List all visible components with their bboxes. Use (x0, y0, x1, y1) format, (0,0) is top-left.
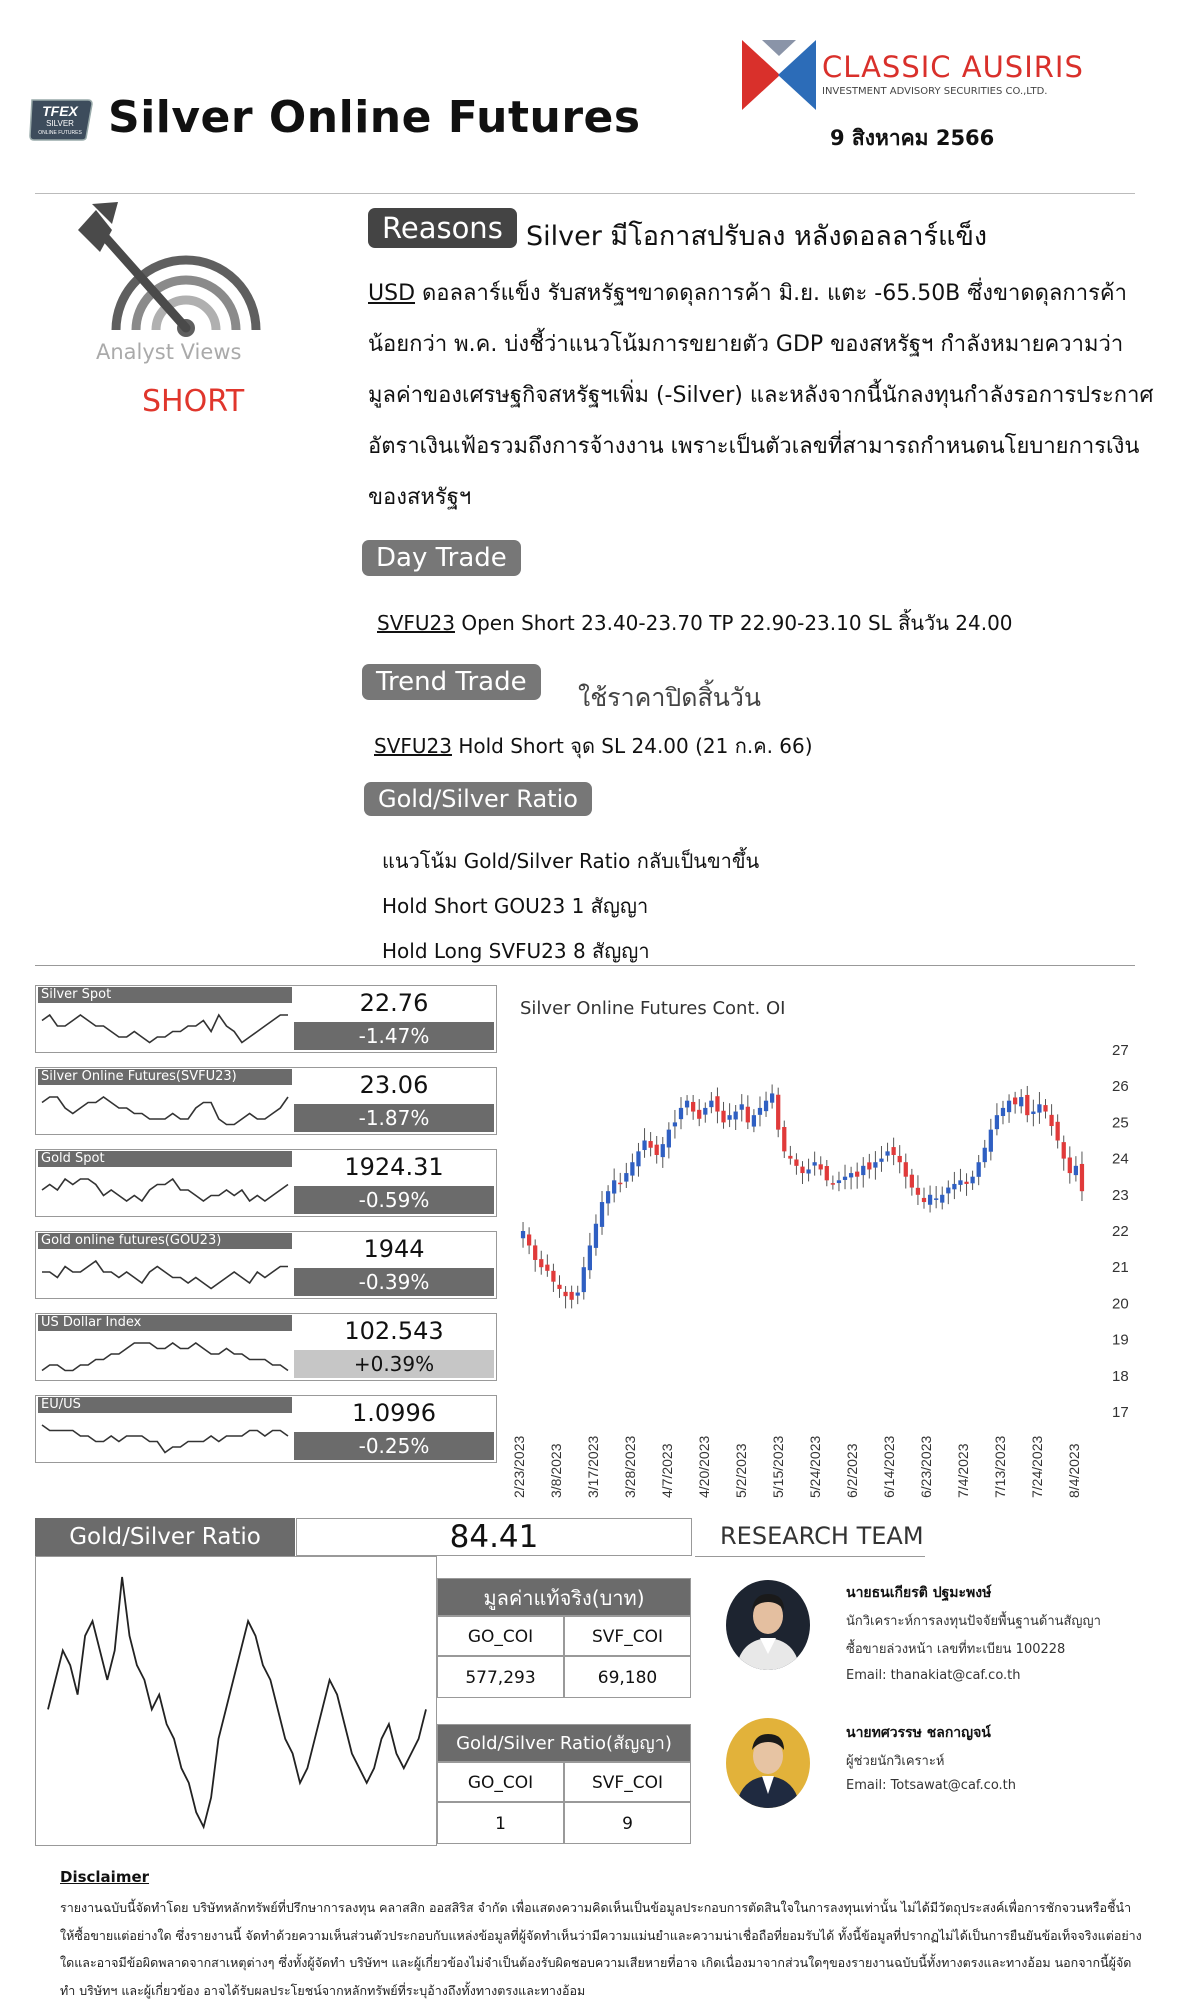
reasons-body (368, 268, 1168, 523)
tfex-logo (28, 98, 94, 142)
ticker-card (35, 985, 497, 1053)
ticker-change: -0.25% (294, 1432, 494, 1460)
brand-subtitle: INVESTMENT ADVISORY SECURITIES CO.,LTD. (822, 86, 1048, 97)
candle (1031, 1112, 1035, 1114)
table-cell: 1 (437, 1802, 564, 1844)
candle (1013, 1098, 1017, 1105)
chart-title: Silver Online Futures Cont. OI (520, 998, 786, 1019)
y-tick-label: 23 (1112, 1186, 1129, 1204)
page-title: Silver Online Futures (108, 92, 641, 143)
candle (655, 1145, 659, 1155)
candle (1043, 1105, 1047, 1111)
report-date: 9 สิงหาคม 2566 (830, 126, 995, 150)
candle (806, 1169, 810, 1173)
candle (989, 1130, 993, 1152)
candle (746, 1107, 750, 1123)
x-tick-label: 2/23/2023 (511, 1435, 527, 1498)
candle (588, 1245, 592, 1270)
candle (727, 1115, 731, 1120)
candle (703, 1108, 707, 1115)
candle (879, 1159, 883, 1162)
x-tick-label: 4/20/2023 (696, 1435, 712, 1498)
svg-text:SILVER: SILVER (46, 119, 74, 128)
candle (734, 1112, 738, 1120)
x-tick-label: 3/8/2023 (548, 1443, 564, 1498)
candle (624, 1173, 628, 1182)
candle (885, 1151, 889, 1155)
trend-trade-text (374, 730, 813, 762)
x-tick-label: 6/2/2023 (844, 1443, 860, 1498)
candle (557, 1285, 561, 1289)
table-cell: 69,180 (564, 1656, 691, 1698)
ticker-price: 22.76 (359, 989, 429, 1017)
y-tick-label: 20 (1112, 1295, 1129, 1313)
candle (697, 1110, 701, 1119)
ticker-card (35, 1313, 497, 1381)
reasons-text: ดอลลาร์แข็ง รับสหรัฐฯขาดดุลการค้า มิ.ย. แตะ -65.50B ซึ่งขาดดุลการค้าน้อยกว่า พ.ค. บ่งชี้ว่าแนวโน้มการขยายตัว GDP ของสหรัฐฯ กำลังหมายความว่ามูลค่าของเศรษฐกิจสหรัฐฯเพิ่ม (-Silver) และหลังจากนี้นักลงทุนกำลังรอการประกาศอัตราเงินเฟ้อรวมถึงการจ้างงาน เพราะเป็นตัวเลขที่สามารถกำหนดนโยบายการเงินของสหรัฐฯ (368, 281, 1154, 510)
gsr-label: Gold/Silver Ratio (35, 1518, 295, 1556)
candle (648, 1141, 652, 1148)
usd-label: USD (368, 281, 416, 306)
candle (539, 1259, 543, 1267)
table-header: GO_COI (437, 1616, 564, 1656)
ratio-line: แนวโน้ม Gold/Silver Ratio กลับเป็นขาขึ้น (382, 849, 760, 873)
candle (563, 1292, 567, 1296)
member-name: นายธนเกียรติ ปฐมะพงษ์ (846, 1585, 992, 1601)
table-header: SVF_COI (564, 1762, 691, 1802)
x-tick-label: 7/24/2023 (1029, 1435, 1045, 1498)
candle (1049, 1115, 1053, 1126)
candle (642, 1141, 646, 1151)
reasons-pill: Reasons (368, 208, 517, 248)
candle (709, 1101, 713, 1107)
ticker-card (35, 1395, 497, 1463)
candle (527, 1234, 531, 1245)
ticker-price: 1924.31 (344, 1153, 444, 1181)
reasons-headline: Silver มีโอกาสปรับลง หลังดอลลาร์แข็ง (526, 221, 988, 252)
candle (1025, 1095, 1029, 1115)
ticker-sparkline (38, 1250, 292, 1298)
candle (1068, 1158, 1072, 1174)
ticker-card (35, 1067, 497, 1135)
candle (752, 1115, 756, 1126)
x-tick-label: 6/23/2023 (918, 1435, 934, 1498)
ticker-name: Silver Online Futures(SVFU23) (38, 1069, 292, 1085)
ticker-name: Gold online futures(GOU23) (38, 1233, 292, 1249)
candle (843, 1177, 847, 1180)
candle (788, 1156, 792, 1159)
candle (958, 1180, 962, 1185)
candle (600, 1202, 604, 1227)
x-tick-label: 8/4/2023 (1066, 1443, 1082, 1498)
candle (946, 1188, 950, 1194)
ticker-change: -0.59% (294, 1186, 494, 1214)
candle (630, 1162, 634, 1175)
trend-trade-symbol: SVFU23 (374, 734, 452, 758)
candle (892, 1147, 896, 1155)
ticker-change: -1.87% (294, 1104, 494, 1132)
candle (1001, 1108, 1005, 1116)
contract-table-title: Gold/Silver Ratio(สัญญา) (437, 1724, 691, 1762)
x-tick-label: 5/15/2023 (770, 1435, 786, 1498)
candle (776, 1095, 780, 1130)
table-cell: 577,293 (437, 1656, 564, 1698)
member-role: ผู้ช่วยนักวิเคราะห์ (846, 1754, 945, 1769)
y-tick-label: 27 (1112, 1042, 1129, 1059)
candle (910, 1175, 914, 1188)
candle (1056, 1122, 1060, 1141)
candle (691, 1102, 695, 1112)
disclaimer-title: Disclaimer (60, 1868, 150, 1886)
target-arrow-icon (78, 200, 268, 340)
ticker-name: US Dollar Index (38, 1315, 292, 1331)
analyst-stance: SHORT (142, 384, 245, 419)
ratio-line: Hold Long SVFU23 8 สัญญา (382, 939, 650, 963)
candle (983, 1148, 987, 1162)
y-tick-label: 21 (1112, 1259, 1129, 1277)
x-tick-label: 6/14/2023 (881, 1435, 897, 1498)
candle (764, 1101, 768, 1111)
divider (35, 965, 1135, 966)
day-trade-pill: Day Trade (362, 540, 521, 576)
candle (995, 1115, 999, 1129)
candle (1062, 1142, 1066, 1158)
ticker-price: 1.0996 (352, 1399, 436, 1427)
svg-text:ONLINE FUTURES: ONLINE FUTURES (38, 130, 82, 136)
candle (679, 1108, 683, 1119)
y-tick-label: 26 (1112, 1078, 1129, 1096)
candle (551, 1271, 555, 1282)
y-tick-label: 17 (1112, 1404, 1129, 1421)
candle (970, 1177, 974, 1184)
gold-silver-ratio-pill: Gold/Silver Ratio (364, 782, 592, 816)
trend-trade-detail: Hold Short จุด SL 24.00 (21 ก.ค. 66) (451, 734, 813, 758)
ticker-change: +0.39% (294, 1350, 494, 1378)
candle (922, 1198, 926, 1202)
candle (928, 1195, 932, 1205)
member-license: ซื้อขายล่วงหน้า เลขที่ทะเบียน 100228 (846, 1642, 1066, 1657)
x-tick-label: 3/17/2023 (585, 1435, 601, 1498)
candle (934, 1198, 938, 1200)
candle (794, 1159, 798, 1165)
x-tick-label: 7/4/2023 (955, 1443, 971, 1498)
candle (855, 1172, 859, 1177)
candle (861, 1166, 865, 1175)
table-header: GO_COI (437, 1762, 564, 1802)
candle (977, 1162, 981, 1177)
candle (636, 1151, 640, 1166)
brand-logo-icon (742, 40, 816, 110)
trend-trade-pill: Trend Trade (362, 664, 541, 700)
y-tick-label: 24 (1112, 1150, 1129, 1168)
candle (1080, 1164, 1084, 1191)
candle (740, 1104, 744, 1109)
candle (904, 1162, 908, 1177)
y-tick-label: 18 (1112, 1367, 1129, 1385)
x-tick-label: 5/24/2023 (807, 1435, 823, 1498)
divider (695, 1556, 925, 1557)
ratio-line: Hold Short GOU23 1 สัญญา (382, 894, 649, 918)
candle (819, 1164, 823, 1169)
ticker-card (35, 1149, 497, 1217)
candle (1019, 1097, 1023, 1106)
disclaimer-body: รายงานฉบับนี้จัดทำโดย บริษัทหลักทรัพย์ที่ปรึกษาการลงทุน คลาสสิก ออสสิริส จำกัด เพื่อแสดงความคิดเห็นเป็นข้อมูลประกอบการตัดสินใจในการลงทุนเท่านั้น ไม่ได้มีวัตถุประสงค์เพื่อการชักจวนหรือชี้นำให้ซื้อขายแต่อย่างใด ซึ่งรายงานนี้ จัดทำด้วยความเห็นส่วนตัวประกอบกับแหล่งข้อมูลที่ผู้จัดทำเห็นว่ามีความแม่นยำและความน่าเชื่อถือที่ยอมรับได้ ทั้งนี้ข้อมูลที่ปรากฏไม่ได้เป็นการยืนยันข้อเท็จจริงแต่อย่างใดและอาจมีข้อผิดพลาดจากสาเหตุต่างๆ ซึ่งทั้งผู้จัดทำ บริษัทฯ และผู้เกี่ยวข้องไม่จำเป็นต้องรับผิดชอบความเสียหายที่อาจ เกิดเนื่องมาจากส่วนใดๆของรายงานฉบับนี้ทั้งทางตรงและทางอ้อม นอกจากนี้ผู้จัดทำ บริษัทฯ และผู้เกี่ยวข้อง อาจได้รับผลประโยชน์จากหลักทรัพย์ที่ระบุอ้างถึงทั้งทางตรงและทางอ้อม (60, 1900, 1142, 1998)
y-tick-label: 25 (1112, 1114, 1129, 1132)
ticker-sparkline (38, 1168, 292, 1216)
table-cell: 9 (564, 1802, 691, 1844)
candle (673, 1122, 677, 1126)
candle (715, 1096, 719, 1111)
ticker-price: 23.06 (359, 1071, 429, 1099)
candle (685, 1101, 689, 1108)
candle (849, 1173, 853, 1177)
ticker-change: -0.39% (294, 1268, 494, 1296)
candle (831, 1183, 835, 1185)
candle (758, 1108, 762, 1115)
candle (825, 1166, 829, 1180)
candle (1037, 1104, 1041, 1112)
candle (916, 1188, 920, 1195)
research-team-title: RESEARCH TEAM (720, 1522, 924, 1550)
candle (800, 1167, 804, 1173)
candle (618, 1183, 622, 1185)
avatar (726, 1718, 810, 1808)
candle (873, 1162, 877, 1167)
x-tick-label: 5/2/2023 (733, 1443, 749, 1498)
ticker-price: 102.543 (344, 1317, 444, 1345)
gsr-value: 84.41 (296, 1518, 692, 1556)
analyst-views-label: Analyst Views (96, 340, 242, 364)
ticker-price: 1944 (363, 1235, 425, 1263)
divider (35, 193, 1135, 194)
candle (867, 1162, 871, 1169)
ticker-card (35, 1231, 497, 1299)
avatar (726, 1580, 810, 1670)
ticker-change: -1.47% (294, 1022, 494, 1050)
ticker-name: Gold Spot (38, 1151, 292, 1167)
y-tick-label: 22 (1112, 1223, 1129, 1240)
ticker-name: Silver Spot (38, 987, 292, 1003)
candle (1074, 1166, 1078, 1175)
svg-text:TFEX: TFEX (42, 103, 78, 119)
candle (1007, 1101, 1011, 1112)
ticker-sparkline (38, 1332, 292, 1380)
candle (606, 1191, 610, 1203)
candle (594, 1224, 598, 1248)
y-tick-label: 19 (1112, 1331, 1129, 1349)
x-tick-label: 3/28/2023 (622, 1435, 638, 1498)
day-trade-text (377, 607, 1013, 639)
member-name: นายทศวรรษ ชลกาญจน์ (846, 1725, 991, 1741)
candle (813, 1162, 817, 1165)
ticker-sparkline (38, 1086, 292, 1134)
candle (582, 1267, 586, 1292)
real-value-table-title: มูลค่าแท้จริง(บาท) (437, 1578, 691, 1616)
day-trade-detail: Open Short 23.40-23.70 TP 22.90-23.10 SL สิ้นวัน 24.00 (454, 611, 1013, 635)
x-tick-label: 4/7/2023 (659, 1443, 675, 1498)
trend-trade-note: ใช้ราคาปิดสิ้นวัน (578, 683, 761, 712)
candle (940, 1195, 944, 1203)
member-email: Email: thanakiat@caf.co.th (846, 1668, 1021, 1683)
candle (782, 1127, 786, 1151)
ticker-sparkline (38, 1004, 292, 1052)
gsr-line-chart (35, 1556, 437, 1846)
candle (770, 1093, 774, 1102)
candle (661, 1144, 665, 1157)
silver-candlestick-chart (500, 1020, 1150, 1500)
member-email: Email: Totsawat@caf.co.th (846, 1778, 1017, 1793)
candle (612, 1180, 616, 1193)
candle (964, 1182, 968, 1184)
ticker-sparkline (38, 1414, 292, 1462)
candle (667, 1130, 671, 1148)
x-tick-label: 7/13/2023 (992, 1435, 1008, 1498)
candle (545, 1265, 549, 1271)
gsr-line (48, 1577, 426, 1827)
candle (721, 1111, 725, 1123)
ticker-name: EU/US (38, 1397, 292, 1413)
candle (521, 1231, 525, 1238)
candle (898, 1156, 902, 1162)
table-header: SVF_COI (564, 1616, 691, 1656)
candle (952, 1184, 956, 1189)
day-trade-symbol: SVFU23 (377, 611, 455, 635)
member-role: นักวิเคราะห์การลงทุนปัจจัยพื้นฐานด้านสัญญา (846, 1614, 1101, 1629)
brand-name: CLASSIC AUSIRIS (822, 50, 1084, 84)
candle (533, 1245, 537, 1260)
candle (576, 1293, 580, 1296)
candle (570, 1292, 574, 1300)
candle (837, 1180, 841, 1183)
